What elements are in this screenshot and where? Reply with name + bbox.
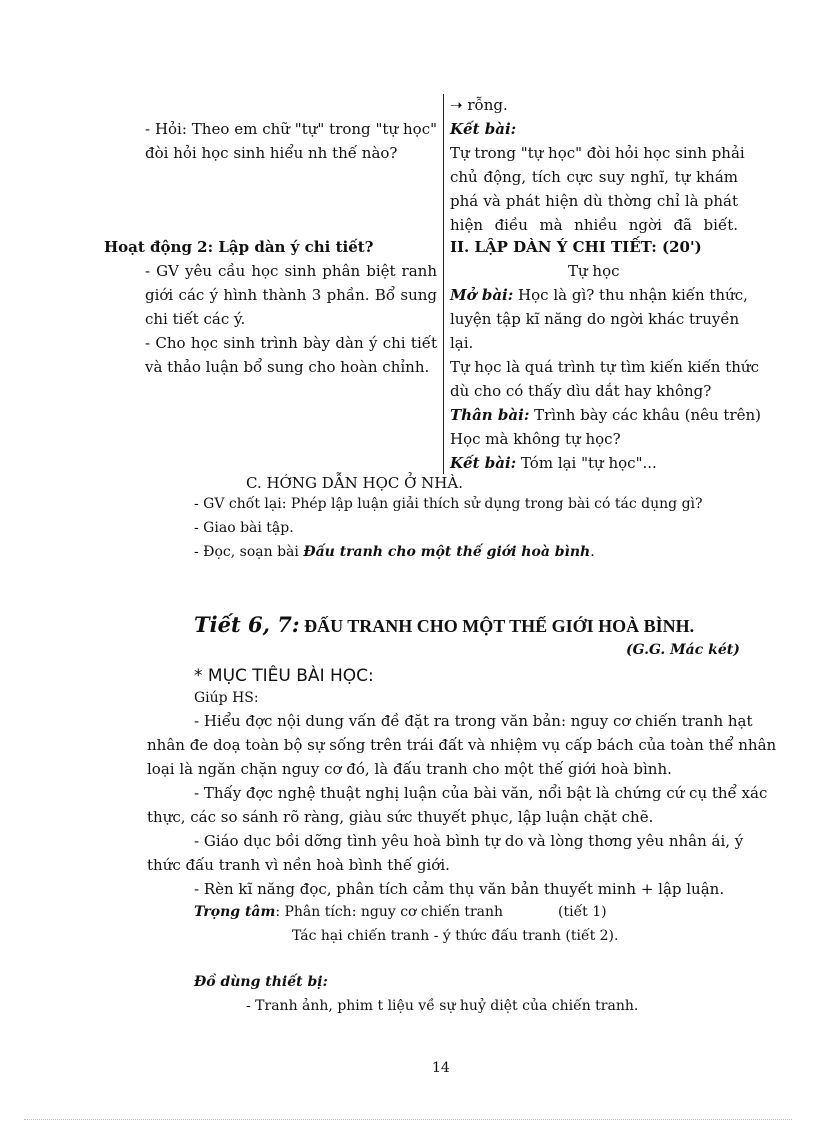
objectives-help: Giúp HS: (194, 690, 259, 706)
tu-hoc-definition-2: dù cho có thấy dìu dắt hay không? (450, 382, 712, 400)
gv-line-3: chi tiết các ý. (145, 310, 246, 328)
question-line-1: - Hỏi: Theo em chữ "tự" trong "tự học" (145, 120, 437, 138)
ket-bai-line-3: phá và phát hiện dù thờng chỉ là phát (450, 192, 738, 210)
page-number: 14 (432, 1060, 450, 1076)
ket-bai-2-line: Kết bài: Tóm lại "tự học"... (450, 454, 657, 472)
focus-line-1: Trọng tâm: Phân tích: nguy cơ chiến tranh (194, 904, 504, 920)
gv-line-2: giới các ý hình thành 3 phần. Bổ sung (145, 286, 437, 304)
gv-line-1: - GV yêu cầu học sinh phân biệt ranh (145, 262, 437, 280)
objective-4: - Rèn kĩ năng đọc, phân tích cảm thụ văn bản thuyết minh + lập luận. (194, 880, 725, 898)
arrow-icon: ➝ (450, 96, 463, 114)
tu-hoc-definition-1: Tự học là quá trình tự tìm kiến kiến thức (450, 358, 759, 376)
focus-label: Trọng tâm (194, 904, 276, 920)
mo-bai-line-1: Mở bài: Học là gì? thu nhận kiến thức, (450, 286, 748, 304)
tu-hoc-title: Tự học (568, 262, 620, 280)
lesson-period: Tiết 6, 7: (194, 612, 300, 637)
homework-item-3-title: Đấu tranh cho một thế giới hoà bình (303, 544, 591, 560)
lesson-name: ĐẤU TRANH CHO MỘT THẾ GIỚI HOÀ BÌNH. (299, 616, 695, 636)
equipment-label: Đồ dùng thiết bị: (194, 974, 328, 990)
objectives-heading: * MỤC TIÊU BÀI HỌC: (194, 666, 374, 686)
focus-line-2: Tác hại chiến tranh - ý thức đấu tranh (tiết 2). (292, 928, 619, 944)
than-bai-line-1: Thân bài: Trình bày các khâu (nêu trên) (450, 406, 762, 424)
homework-item-2: - Giao bài tập. (194, 520, 294, 536)
than-bai-line-2: Học mà không tự học? (450, 430, 621, 448)
homework-item-3: - Đọc, soạn bài Đấu tranh cho một thế giới hoà bình. (194, 544, 595, 560)
homework-item-1: - GV chốt lại: Phép lập luận giải thích sử dụng trong bài có tác dụng gì? (194, 496, 703, 512)
question-line-2: đòi hỏi học sinh hiểu nh thế nào? (145, 144, 398, 162)
table-column-divider (443, 94, 444, 474)
hs-line-1: - Cho học sinh trình bày dàn ý chi tiết (145, 334, 437, 352)
ket-bai-line-1: Tự trong "tự học" đòi hỏi học sinh phải (450, 144, 745, 162)
section-2-heading: II. LẬP DÀN Ý CHI TIẾT: (20') (450, 238, 702, 256)
ket-bai-2-label: Kết bài: (450, 454, 517, 472)
ket-bai-line-2: chủ động, tích cực suy nghĩ, tự khám (450, 168, 738, 186)
objective-3-line-2: thức đấu tranh vì nền hoà bình thế giới. (147, 856, 450, 874)
equipment-item: - Tranh ảnh, phim t liệu về sự huỷ diệt của chiến tranh. (246, 998, 639, 1014)
lesson-author: (G.G. Mác két) (626, 642, 740, 658)
page-bottom-rule (24, 1119, 792, 1120)
activity-2-heading: Hoạt động 2: Lập dàn ý chi tiết? (104, 238, 374, 256)
than-bai-label: Thân bài: (450, 406, 530, 424)
rong-line: ➝ rỗng. (450, 96, 508, 114)
mo-bai-label: Mở bài: (450, 286, 514, 304)
objective-1-line-3: loại là ngăn chặn nguy cơ đó, là đấu tranh cho một thế giới hoà bình. (147, 760, 672, 778)
objective-3-line-1: - Giáo dục bồi dỡng tình yêu hoà bình tự do và lòng thơng yêu nhân ái, ý (194, 832, 744, 850)
objective-1-line-2: nhân đe doạ toàn bộ sự sống trên trái đất và nhiệm vụ cấp bách của toàn thể nhân (147, 736, 777, 754)
objective-2-line-2: thực, các so sánh rõ ràng, giàu sức thuyết phục, lập luận chặt chẽ. (147, 808, 654, 826)
ket-bai-line-4: hiện điều mà nhiều ngời đã biết. (450, 216, 738, 234)
focus-line-1-note: (tiết 1) (558, 904, 607, 920)
objective-1-line-1: - Hiểu đợc nội dung vấn đề đặt ra trong văn bản: nguy cơ chiến tranh hạt (194, 712, 753, 730)
lesson-title (194, 612, 694, 637)
homework-heading: C. HỚNG DẪN HỌC Ở NHÀ. (246, 474, 463, 492)
ket-bai-label: Kết bài: (450, 120, 517, 138)
objective-2-line-1: - Thấy đợc nghệ thuật nghị luận của bài văn, nổi bật là chứng cứ cụ thể xác (194, 784, 768, 802)
mo-bai-line-3: lại. (450, 334, 474, 352)
hs-line-2: và thảo luận bổ sung cho hoàn chỉnh. (145, 358, 430, 376)
mo-bai-line-2: luyện tập kĩ năng do ngời khác truyền (450, 310, 740, 328)
